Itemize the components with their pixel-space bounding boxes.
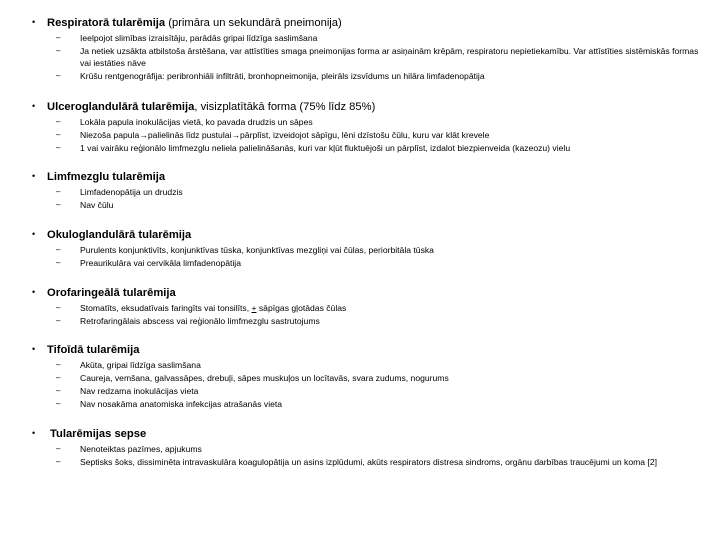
section-heading (47, 228, 191, 242)
bullet: • (32, 101, 36, 111)
section-title: Orofaringeālā tularēmija (47, 287, 176, 299)
sub-item-list (0, 186, 720, 212)
sub-item-list (0, 116, 720, 155)
list-item-text: Retrofaringālais abscess vai reģionālo limfmezglu sastrutojums (80, 316, 320, 326)
list-item-text: Purulents konjunktivīts, konjunktīvas tūska, konjunktīvas mezgliņi vai čūlas, periorbitāla tūska (80, 245, 434, 255)
section-title: Respiratorā tularēmija (47, 17, 166, 29)
dash-marker: – (56, 46, 61, 55)
dash-marker: – (56, 258, 61, 267)
dash-marker: – (56, 399, 61, 408)
list-item-text: Krūšu rentgenogrāfija: peribronhiāli infiltrāti, bronhopneimonija, pleirāls izsvīdums un hilāra limfadenopātija (80, 71, 485, 81)
section-title: Ulceroglandulārā tularēmija (47, 101, 195, 113)
bullet: • (32, 344, 36, 354)
section-subtitle: , visizplatītākā forma (75% līdz 85%) (194, 101, 376, 113)
list-item-text: Ja netiek uzsākta atbilstoša ārstēšana, var attīstīties smaga pneimonijas forma ar asiņainām krēpām, respiratoru nepietiekamību. Var attīstīties sistēmiskās formas vai iestāties nāve (80, 46, 699, 68)
dash-marker: – (56, 373, 61, 382)
list-item (0, 129, 720, 142)
section-title: Okuloglandulārā tularēmija (47, 229, 192, 241)
section-title: Limfmezglu tularēmija (47, 171, 166, 183)
list-item (0, 315, 720, 328)
list-item (0, 116, 720, 129)
list-item-text-part: Stomatīts, eksudatīvais faringīts vai tonsilīts, (80, 303, 252, 313)
section-heading (47, 170, 165, 184)
list-item (0, 443, 720, 456)
list-item-text: Nav čūlu (80, 200, 114, 210)
bullet: • (32, 171, 36, 181)
list-item (0, 45, 720, 70)
list-item (0, 186, 720, 199)
section-heading (50, 427, 146, 441)
dash-marker: – (56, 457, 61, 466)
list-item (0, 359, 720, 372)
sub-item-list (0, 359, 720, 411)
list-item-text: Niezoša papula→palielinās līdz pustulai→pārplīst, izveidojot sāpīgu, lēni dzīstošu čūlu, kuru var klāt krevele (80, 130, 490, 140)
list-item (0, 372, 720, 385)
dash-marker: – (56, 33, 61, 42)
dash-marker: – (56, 444, 61, 453)
section-title: Tifoīdā tularēmija (47, 344, 140, 356)
list-item-text (80, 302, 708, 314)
list-item-text-part: sāpīgas gļotādas čūlas (256, 303, 347, 313)
sub-item-list (0, 443, 720, 481)
list-item-text: Limfadenopātija un drudzis (80, 187, 183, 197)
list-item (0, 257, 720, 270)
section-title: Tularēmijas sepse (50, 428, 147, 440)
list-item-text: 1 vai vairāku reģionālo limfmezglu neliela palielināšanās, kuri var kļūt fluktuējoši un pārplīst, izdalot biezpienveida (kazeozu) vielu (80, 143, 571, 153)
list-item (0, 32, 720, 45)
list-item (0, 456, 720, 481)
dash-marker: – (56, 360, 61, 369)
bullet: • (32, 229, 36, 239)
section-heading (47, 100, 375, 114)
dash-marker: – (56, 245, 61, 254)
list-item (0, 142, 720, 155)
section-heading (47, 343, 139, 357)
list-item-text: Nav nosakāma anatomiska infekcijas atrašanās vieta (80, 399, 283, 409)
dash-marker: – (56, 187, 61, 196)
list-item-text: Akūta, gripai līdzīga saslimšana (80, 360, 201, 370)
dash-marker: – (56, 316, 61, 325)
list-item (0, 244, 720, 257)
section-subtitle: (primāra un sekundārā pneimonija) (165, 17, 342, 29)
list-item (0, 385, 720, 398)
dash-marker: – (56, 130, 61, 139)
list-item (0, 199, 720, 212)
sub-item-list (0, 244, 720, 270)
bullet: • (32, 17, 36, 27)
list-item-text: Nav redzama inokulācijas vieta (80, 386, 199, 396)
dash-marker: – (56, 143, 61, 152)
list-item-text: Ieelpojot slimības izraisītāju, parādās gripai līdzīga saslimšana (80, 33, 318, 43)
dash-marker: – (56, 117, 61, 126)
dash-marker: – (56, 303, 61, 312)
bullet: • (32, 428, 36, 438)
dash-marker: – (56, 386, 61, 395)
list-item-text: Septisks šoks, dissiminēta intravaskulāra koagulopātija un asins izplūdumi, akūts respirators distresa sindroms, orgānu darbības traucējumi un koma [2] (80, 457, 658, 467)
dash-marker: – (56, 200, 61, 209)
list-item (0, 302, 720, 315)
bullet: • (32, 287, 36, 297)
sub-item-list (0, 32, 720, 83)
list-item (0, 70, 720, 83)
list-item-text: Lokāla papula inokulācijas vietā, ko pavada drudzis un sāpes (80, 117, 313, 127)
section-heading (47, 286, 176, 300)
plus-minus-symbol: + (251, 303, 257, 313)
dash-marker: – (56, 71, 61, 80)
list-item (0, 398, 720, 411)
section-heading (47, 16, 342, 30)
sub-item-list (0, 302, 720, 328)
list-item-text: Preaurikulāra vai cervikāla limfadenopātija (80, 258, 241, 268)
list-item-text: Nenoteiktas pazīmes, apjukums (80, 444, 202, 454)
list-item-text: Caureja, vemšana, galvassāpes, drebuļi, sāpes muskuļos un locītavās, svara zudums, nogurums (80, 373, 449, 383)
